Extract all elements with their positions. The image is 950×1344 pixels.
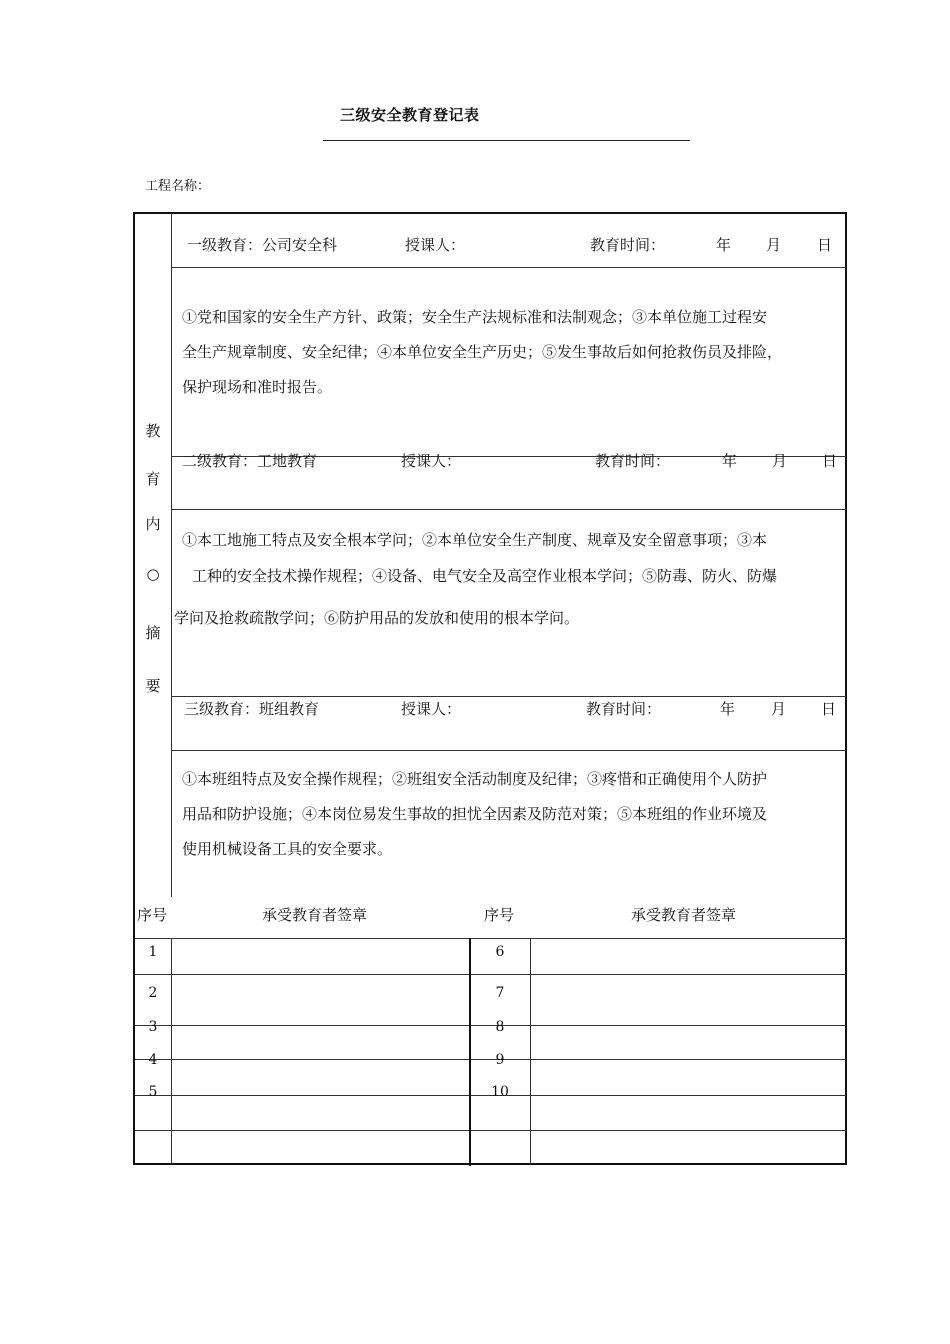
seq-header-right: 序号 <box>484 906 515 924</box>
level3-content <box>182 762 842 867</box>
level2-month-label: 月 <box>772 452 788 470</box>
sign-row-number: 4 <box>148 1052 158 1068</box>
level1-content-line: ①党和国家的安全生产方针、政策；安全生产法规标准和法制观念；③本单位施工过程安 <box>182 308 768 326</box>
sign-row-number: 3 <box>148 1019 158 1035</box>
level3-content-line: ①本班组特点及安全操作规程；②班组安全活动制度及纪律；③疼惜和正确使用个人防护 <box>182 770 768 788</box>
sign-header-left: 承受教育者签章 <box>262 906 368 924</box>
level1-year-label: 年 <box>716 236 732 254</box>
sign-table-row-line <box>135 974 846 975</box>
side-label-char: 要 <box>145 677 161 695</box>
level2-education-label: 二级教育：工地教育 <box>182 452 318 470</box>
level3-teacher-label: 授课人： <box>401 700 462 718</box>
project-name-label: 工程名称： <box>145 179 211 194</box>
level2-content-line: ①本工地施工特点及安全根本学问；②本单位安全生产制度、规章及安全留意事项；③本 <box>182 531 768 549</box>
level1-month-label: 月 <box>766 236 782 254</box>
sign-table-header-line <box>135 938 846 939</box>
sign-row-number: 10 <box>491 1084 509 1100</box>
side-label-char: 内 <box>145 515 161 533</box>
sign-header-right: 承受教育者签章 <box>631 906 737 924</box>
sign-table-col-line <box>530 938 531 1165</box>
level2-day-label: 日 <box>822 452 838 470</box>
level1-content <box>182 300 842 405</box>
level3-month-label: 月 <box>771 700 787 718</box>
side-label-char: 摘 <box>145 624 161 642</box>
level2-content-line: 工种的安全技术操作规程；④设备、电气安全及高空作业根本学问；⑤防毒、防火、防爆 <box>192 567 778 585</box>
sign-row-number: 8 <box>495 1019 505 1035</box>
sign-row-number: 7 <box>495 985 505 1001</box>
side-label-char: ○ <box>146 565 160 583</box>
seq-header-left: 序号 <box>137 906 168 924</box>
side-column-divider <box>171 213 172 897</box>
sign-table-row-line <box>135 1130 846 1131</box>
level1-education-label: 一级教育：公司安全科 <box>187 236 338 254</box>
level1-header-line <box>172 267 846 268</box>
level2-content-line: 学问及抢救疏散学问；⑥防护用品的发放和使用的根本学问。 <box>174 609 580 627</box>
side-label-char: 教 <box>145 422 161 440</box>
level3-header-line <box>172 750 846 751</box>
page-title: 三级安全教育登记表 <box>340 106 480 124</box>
level3-content-line: 用品和防护设施；④本岗位易发生事故的担忧全因素及防范对策；⑤本班组的作业环境及 <box>182 805 768 823</box>
level3-time-label: 教育时间： <box>586 700 662 718</box>
level1-teacher-label: 授课人： <box>405 236 466 254</box>
level3-top-line <box>172 696 846 697</box>
level2-year-label: 年 <box>722 452 738 470</box>
level3-year-label: 年 <box>720 700 736 718</box>
level1-content-line: 保护现场和准时报告。 <box>182 378 333 396</box>
sign-row-number: 6 <box>495 944 505 960</box>
sign-row-number: 2 <box>148 985 158 1001</box>
level1-time-label: 教育时间： <box>590 236 666 254</box>
level2-teacher-label: 授课人： <box>401 452 462 470</box>
level3-content-line: 使用机械设备工具的安全要求。 <box>182 840 393 858</box>
sign-row-number: 9 <box>495 1052 505 1068</box>
level1-day-label: 日 <box>817 236 833 254</box>
side-label-char: 育 <box>145 470 161 488</box>
level3-education-label: 三级教育：班组教育 <box>184 700 320 718</box>
sign-table-mid-divider <box>469 938 471 1166</box>
level2-time-label: 教育时间： <box>595 452 671 470</box>
sign-row-number: 5 <box>148 1084 158 1100</box>
level2-header-line <box>172 509 846 510</box>
level1-content-line: 全生产规章制度、安全纪律；④本单位安全生产历史；⑤发生事故后如何抢救伤员及排险， <box>182 343 783 361</box>
title-underline <box>323 140 690 141</box>
level3-day-label: 日 <box>821 700 837 718</box>
sign-row-number: 1 <box>148 944 158 960</box>
